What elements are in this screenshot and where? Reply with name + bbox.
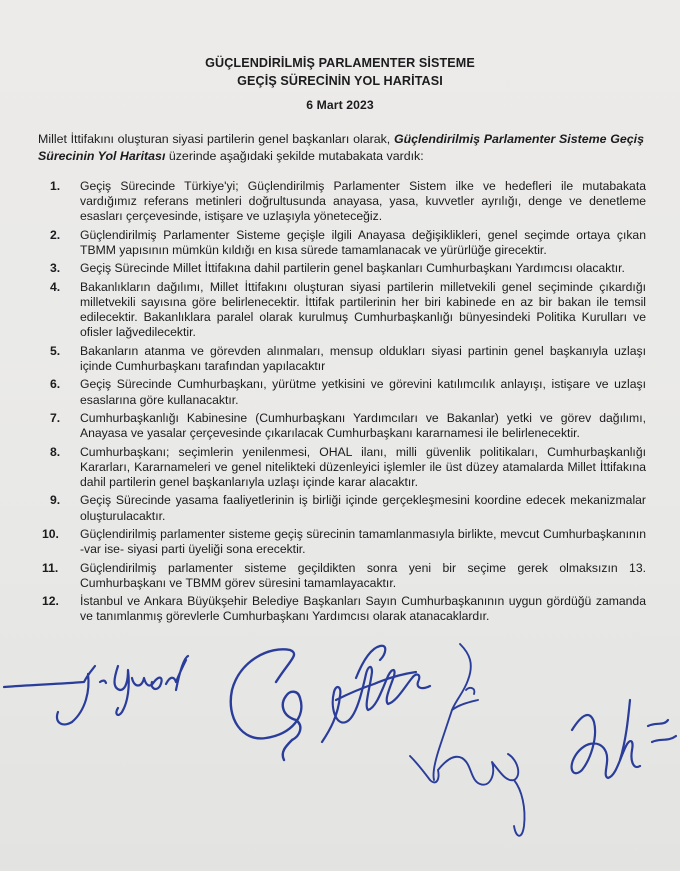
- list-item: [36, 493, 646, 523]
- item-number: 3.: [50, 261, 61, 276]
- signature-2: [231, 649, 302, 760]
- list-item: [36, 594, 646, 624]
- signature-text: [0, 0, 1, 1]
- intro-prefix: Millet İttifakını oluşturan siyasi partilerin genel başkanları olarak,: [38, 132, 394, 146]
- item-text: Bakanların atanma ve görevden alınmaları, mensup oldukları siyasi partinin genel başkanıyla uzlaşı içinde Cumhurbaşkanı tarafından yapılacaktır: [80, 343, 646, 373]
- list-item: [36, 527, 646, 557]
- item-number: 11.: [42, 560, 59, 575]
- item-number: 4.: [50, 279, 61, 294]
- item-text: Geçiş Sürecinde yasama faaliyetlerinin iş birliği içinde gerçekleşmesini koordine edecek mekanizmalar oluşturulacaktır.: [80, 493, 646, 523]
- list-item: [36, 179, 646, 225]
- intro-paragraph: [38, 131, 644, 164]
- item-number: 1.: [50, 179, 61, 193]
- intro-suffix: üzerinde aşağıdaki şekilde mutabakata vardık:: [165, 148, 424, 163]
- item-text: Cumhurbaşkanı; seçimlerin yenilenmesi, OHAL ilanı, milli güvenlik politikaları, Cumhurbaşkanlığı Kararları, Kararnameleri ve genel nitelikteki düzenleyici işlemler ile üst düzey atamalarda Millet İttifakına dahil partilerin genel başkanlarıyla uzlaşı içinde karar alacaktır.: [80, 444, 646, 489]
- item-text: Geçiş Sürecinde Cumhurbaşkanı, yürütme yetkisini ve görevini katılımcılık anlayışı, istişare ve uzlaşı esaslarına göre kullanacaktır.: [80, 377, 646, 407]
- item-text: Geçiş Sürecinde Millet İttifakına dahil partilerin genel başkanları Cumhurbaşkanı Yardımcısı olacaktır.: [80, 261, 625, 276]
- item-number: 8.: [50, 444, 61, 459]
- item-number: 7.: [50, 410, 61, 425]
- document-date: 6 Mart 2023: [306, 98, 374, 112]
- item-number: 10.: [42, 526, 59, 541]
- item-number: 12.: [42, 594, 59, 609]
- item-text: Cumhurbaşkanlığı Kabinesine (Cumhurbaşkanı Yardımcıları ve Bakanlar) yetki ve görev dağılımı, Anayasa ve yasalar çerçevesinde çıkarılacak Cumhurbaşkanı kararnamesi ile belirlenecektir.: [80, 410, 646, 441]
- list-item: [36, 261, 646, 276]
- list-item: [36, 411, 646, 441]
- agreement-list: [36, 179, 646, 628]
- list-item: [36, 377, 646, 407]
- signature-5: [572, 700, 676, 778]
- item-text: Güçlendirilmiş parlamenter sisteme geçiş sürecinin tamamlanmasıyla birlikte, mevcut Cumhurbaşkanının -var ise- siyasi parti üyeliği sona erecektir.: [80, 526, 646, 557]
- item-text: Geçiş Sürecinde Türkiye'yi; Güçlendirilmiş Parlamenter Sistem ilke ve hedefleri ile mutabakata vardığımız referans metinleri doğrultusunda anayasa, yasa, kuvvetler ayrılığı, denge ve denetleme esasları çerçevesinde, istişare ve uzlaşıyla yöneteceğiz.: [80, 179, 646, 224]
- item-number: 6.: [50, 377, 61, 392]
- signature-1: [4, 656, 188, 724]
- list-item: [36, 445, 646, 491]
- item-text: Güçlendirilmiş parlamenter sisteme geçildikten sonra yeni bir seçime gerek olmaksızın 13. Cumhurbaşkanı ve TBMM görev süresini tamamlayacaktır.: [80, 560, 646, 590]
- list-item: [36, 280, 646, 341]
- item-text: İstanbul ve Ankara Büyükşehir Belediye Başkanları Sayın Cumhurbaşkanının uygun gördüğü zamanda ve tanımlanmış görevlerle Cumhurbaşkanı Yardımcısı olarak atanacaklardır.: [80, 594, 646, 624]
- item-number: 5.: [50, 343, 61, 358]
- signature-3: [322, 646, 430, 742]
- list-item: [36, 561, 646, 591]
- list-item: [36, 344, 646, 374]
- item-text: Bakanlıkların dağılımı, Millet İttifakını oluşturan siyasi partilerin milletvekili genel seçiminde çıkardığı milletvekili sayısına göre belirlenecektir. İttifak partilerinin her biri kabinede en az bir bakan ile temsil edilecektir. Bakanlıklara paralel olarak kurulmuş Cumhurbaşkanlığı bünyesindeki Politika Kurulları ve ofisler lağvedilecektir.: [80, 279, 646, 340]
- document-title-line-1: GÜÇLENDİRİLMİŞ PARLAMENTER SİSTEME: [205, 56, 475, 70]
- list-item: [36, 228, 646, 258]
- item-text: Güçlendirilmiş Parlamenter Sisteme geçişle ilgili Anayasa değişiklikleri, genel seçimde ortaya çıkan TBMM yapısının mümkün kıldığı en kısa sürede tamamlanacak ve yürürlüğe girecektir.: [80, 227, 646, 257]
- document-title-line-2: GEÇİŞ SÜRECİNİN YOL HARİTASI: [237, 74, 443, 88]
- signature-4: [410, 644, 525, 836]
- intro-emphasis: Güçlendirilmiş Parlamenter Sisteme Geçiş Sürecinin Yol Haritası: [38, 132, 644, 163]
- item-number: 9.: [50, 493, 61, 508]
- item-number: 2.: [50, 227, 61, 242]
- signatures: [0, 630, 680, 871]
